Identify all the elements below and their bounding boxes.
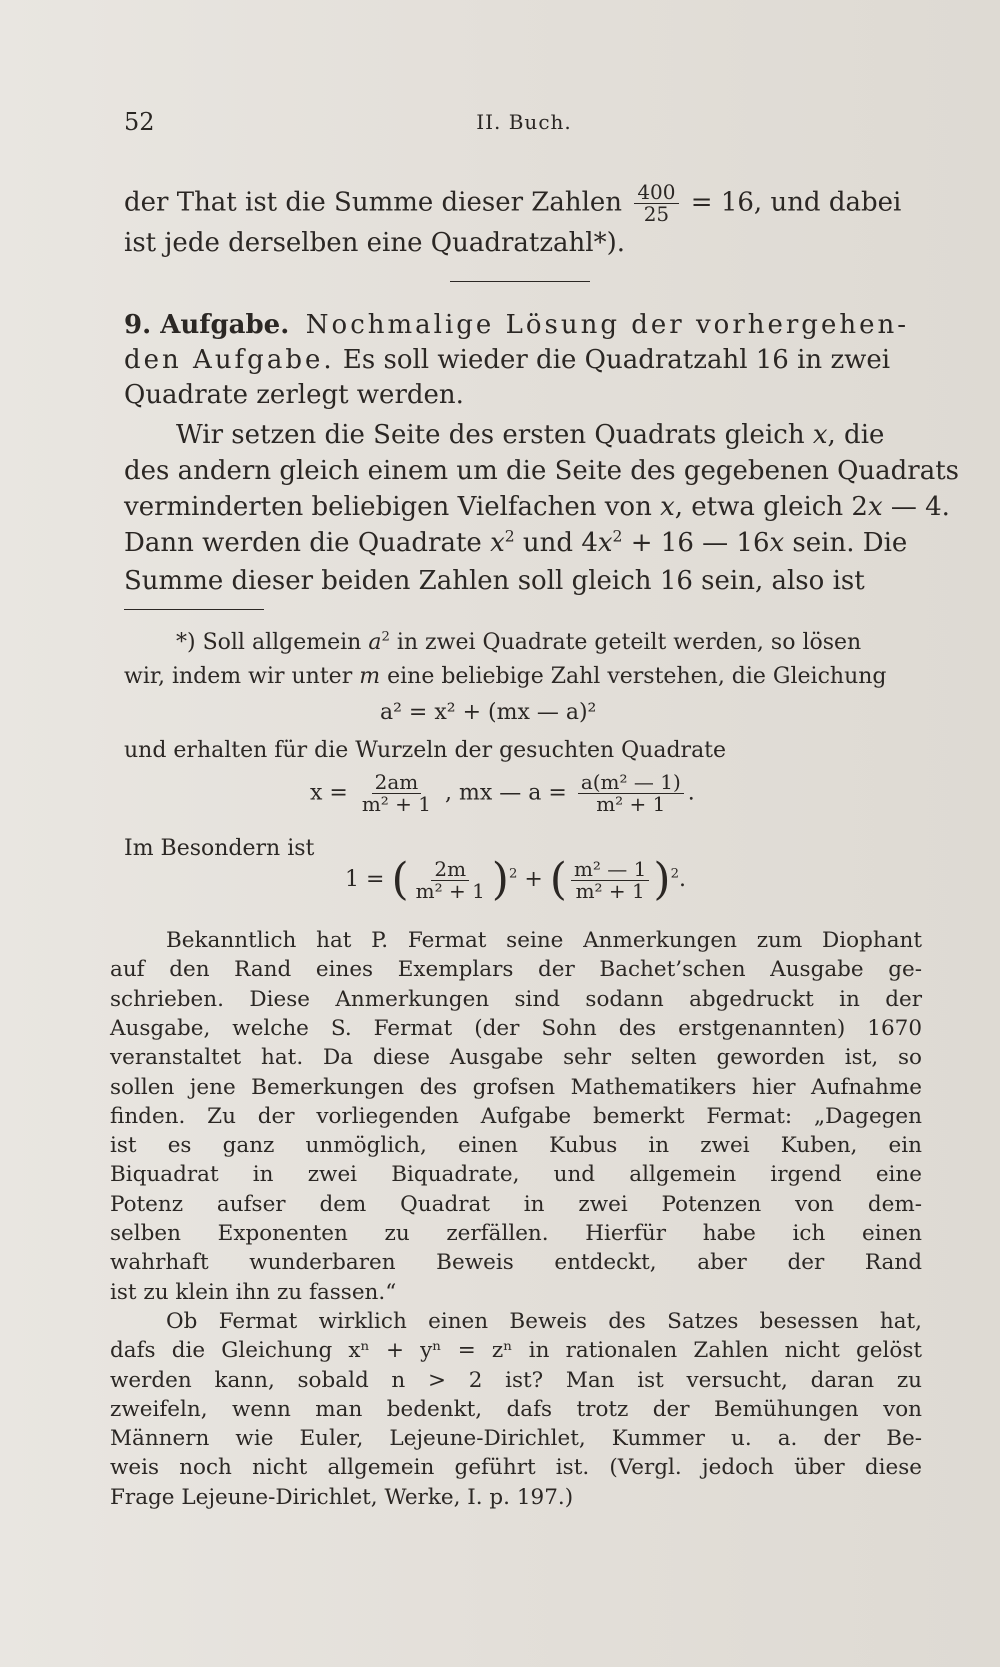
equation: 1 = ( $\frac{2m}{\text{m² + 1}}$ )$^2$ + ( $\frac{\text{m² — 1}}{\text{m² + 1}}$ )$^2$.	[345, 854, 686, 905]
running-head: II. Buch.	[476, 110, 572, 134]
text-line: dafs die Gleichung xⁿ + yⁿ = zⁿ in rationalen Zahlen nicht gelöst	[110, 1338, 922, 1364]
text-line: Summe dieser beiden Zahlen soll gleich 16 sein, also ist	[124, 566, 865, 596]
fraction: $\frac{2m}{\text{m² + 1}}$	[415, 856, 485, 903]
footnote-line: und erhalten für die Wurzeln der gesuchten Quadrate	[124, 738, 727, 763]
text-line: ist es ganz unmöglich, einen Kubus in zwei Kuben, ein	[110, 1133, 922, 1159]
text-line: sollen jene Bemerkungen des grofsen Mathematikers hier Aufnahme	[110, 1074, 922, 1100]
text-line: weis noch nicht allgemein geführt ist. (Vergl. jedoch über diese	[110, 1455, 922, 1481]
text-line: Männern wie Euler, Lejeune-Dirichlet, Kummer u. a. der Be-	[110, 1426, 922, 1452]
text-line: des andern gleich einem um die Seite des gegebenen Quadrats	[124, 456, 960, 486]
equation: x = $\frac{2am}{\text{m² + 1}}$ , mx — a = $\frac{\text{a(m² — 1)}}{\text{m² + 1}}$ .	[310, 770, 695, 816]
fraction: $\frac{\text{m² — 1}}{\text{m² + 1}}$	[571, 859, 649, 902]
text-line: Potenz aufser dem Quadrat in zwei Potenzen von dem-	[110, 1191, 922, 1217]
text-line: Wir setzen die Seite des ersten Quadrats gleich x, die	[176, 420, 885, 450]
text-line: verminderten beliebigen Vielfachen von x, etwa gleich 2x — 4.	[124, 492, 950, 522]
text-line: schrieben. Diese Anmerkungen sind sodann abgedruckt in der	[110, 986, 922, 1012]
text-line: auf den Rand eines Exemplars der Bachet’schen Ausgabe ge-	[110, 957, 922, 983]
page-number: 52	[124, 108, 155, 136]
fraction: $\frac{\text{a(m² — 1)}}{\text{m² + 1}}$	[578, 772, 684, 815]
text-line: selben Exponenten zu zerfällen. Hierfür habe ich einen	[110, 1221, 922, 1246]
text-line: finden. Zu der vorliegenden Aufgabe bemerkt Fermat: „Dagegen	[110, 1103, 922, 1129]
footnote-line: wir, indem wir unter m eine beliebige Zahl verstehen, die Gleichung	[124, 664, 887, 689]
text-line: Ob Fermat wirklich einen Beweis des Satzes besessen hat,	[166, 1308, 922, 1334]
text-line: ist zu klein ihn zu fassen.“	[110, 1279, 397, 1305]
footnote-line: Im Besondern ist	[124, 836, 315, 861]
fraction: $\frac{400}{25}$	[634, 182, 678, 225]
section-divider	[450, 281, 590, 282]
footnote-divider	[124, 609, 264, 610]
footnote-line: *) Soll allgemein $a^2$ in zwei Quadrate geteilt werden, so lösen	[176, 629, 862, 655]
text-line: Frage Lejeune-Dirichlet, Werke, I. p. 197.)	[110, 1484, 574, 1510]
fraction: $\frac{2am}{\text{m² + 1}}$	[361, 770, 432, 816]
text-line: zweifeln, wenn man bedenkt, dafs trotz der Bemühungen von	[110, 1396, 922, 1422]
text-line: ist jede derselben eine Quadratzahl*).	[124, 228, 626, 258]
text-line: Bekanntlich hat P. Fermat seine Anmerkungen zum Diophant	[166, 928, 922, 953]
aufgabe-heading: 9. Aufgabe. Nochmalige Lösung der vorhergehen-	[124, 310, 909, 340]
text-line: Dann werden die Quadrate $x^2$ und $4x^2 + 16$ — 16x sein. Die	[124, 527, 908, 558]
text-line: der That ist die Summe dieser Zahlen $\frac{400}{25}$ = 16, und dabei	[124, 180, 902, 226]
text-line: werden kann, sobald n > 2 ist? Man ist versucht, daran zu	[110, 1367, 922, 1393]
text-line: Ausgabe, welche S. Fermat (der Sohn des erstgenannten) 1670	[110, 1015, 922, 1041]
text-line: Quadrate zerlegt werden.	[124, 380, 464, 410]
text-line: veranstaltet hat. Da diese Ausgabe sehr selten geworden ist, so	[110, 1045, 922, 1071]
text-line: den Aufgabe. Es soll wieder die Quadratzahl 16 in zwei	[124, 345, 891, 375]
text-line: wahrhaft wunderbaren Beweis entdeckt, aber der Rand	[110, 1250, 922, 1276]
equation: a² = x² + (mx — a)²	[380, 700, 597, 725]
text-line: Biquadrat in zwei Biquadrate, und allgemein irgend eine	[110, 1162, 922, 1188]
